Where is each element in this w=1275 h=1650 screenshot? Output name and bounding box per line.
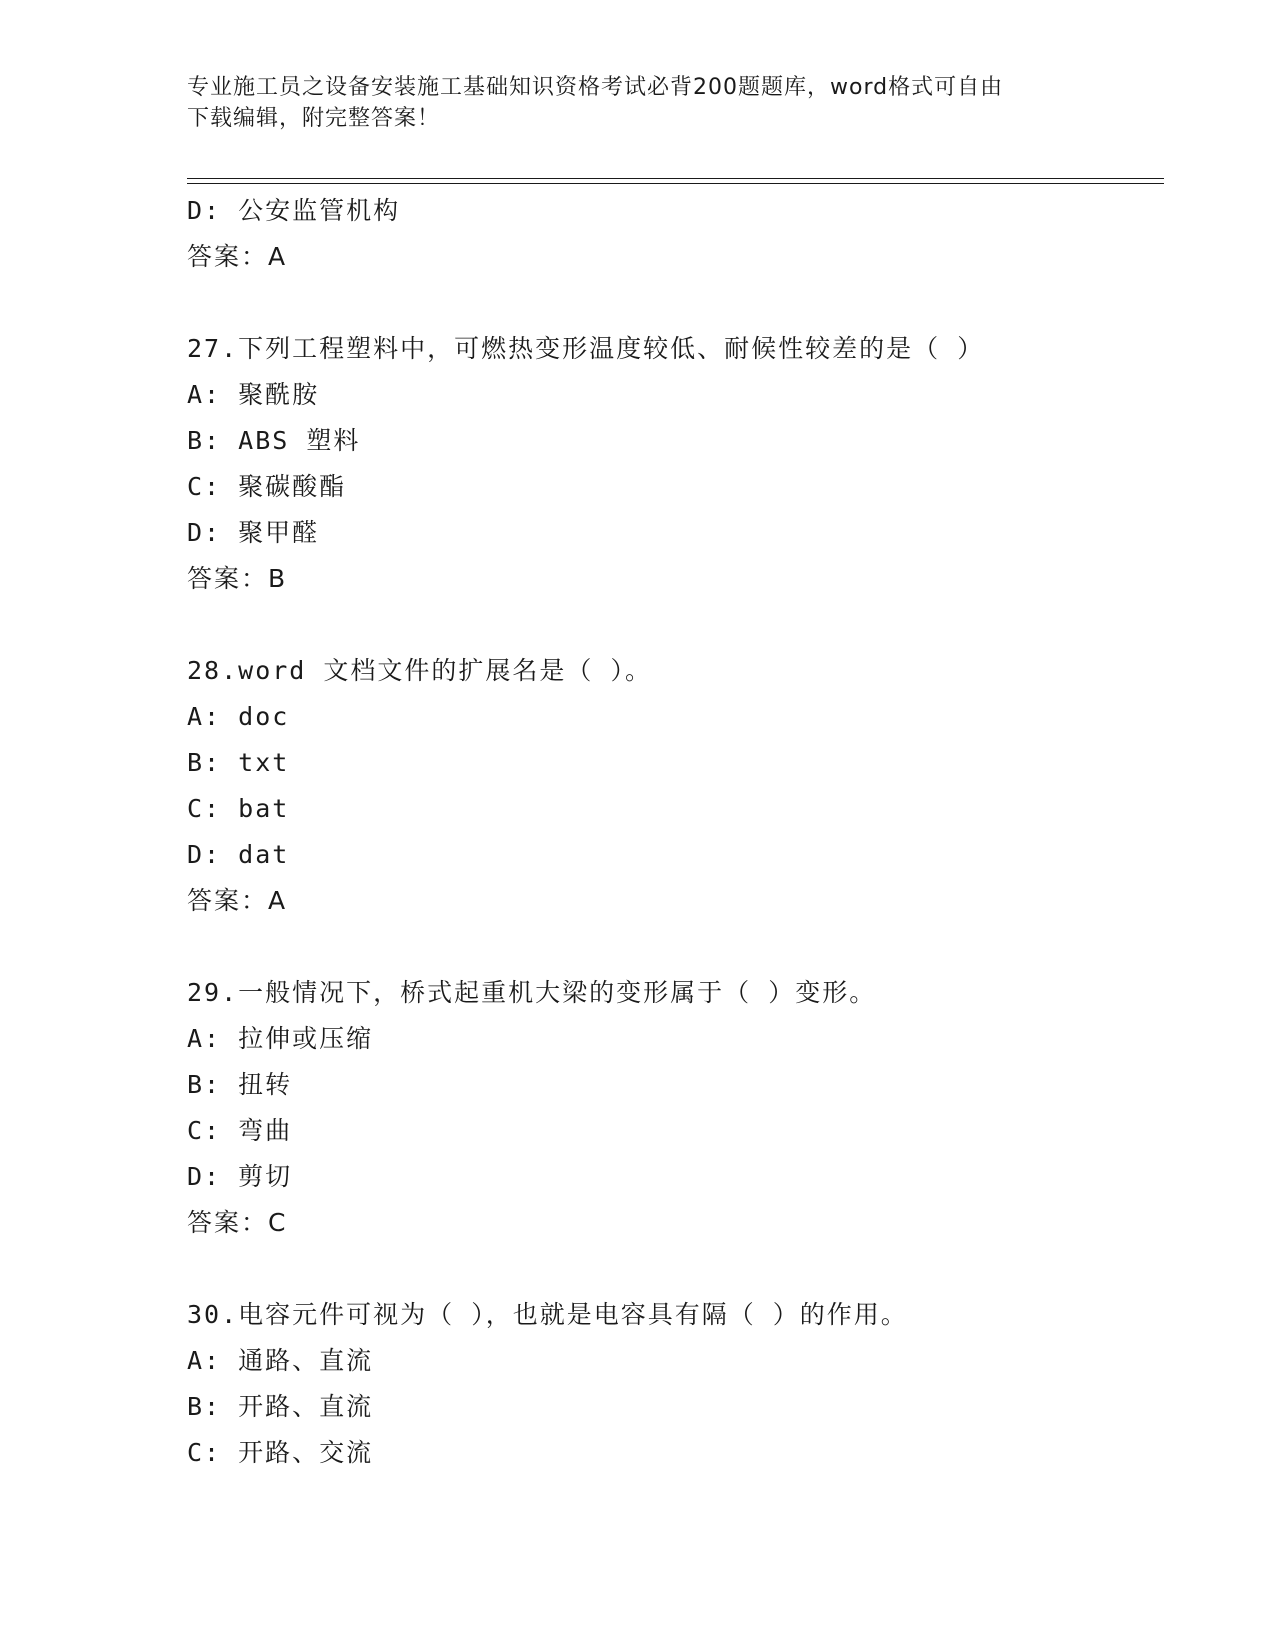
question-block-28	[187, 648, 1167, 924]
option-d: D: 公安监管机构	[187, 196, 401, 225]
header-divider-bottom	[187, 183, 1164, 184]
question-spacer	[187, 1246, 1167, 1292]
option-b: B: 开路、直流	[187, 1392, 374, 1421]
question-text: 30.电容元件可视为（ ），也就是电容具有隔（ ）的作用。	[187, 1300, 908, 1329]
option-b: B: 扭转	[187, 1070, 293, 1099]
document-body	[187, 188, 1167, 1476]
answer-line: 答案：A	[187, 242, 288, 271]
header-line-1: 专业施工员之设备安装施工基础知识资格考试必背200题题库，word格式可自由	[187, 75, 1004, 100]
question-spacer	[187, 924, 1167, 970]
question-spacer	[187, 602, 1167, 648]
question-block-27	[187, 326, 1167, 602]
option-d: D: 聚甲醛	[187, 518, 320, 547]
option-b: B: txt	[187, 748, 290, 777]
document-header	[187, 72, 1067, 134]
option-a: A: 拉伸或压缩	[187, 1024, 374, 1053]
option-c: C: bat	[187, 794, 290, 823]
option-a: A: 聚酰胺	[187, 380, 320, 409]
question-spacer	[187, 280, 1167, 326]
option-b: B: ABS 塑料	[187, 426, 361, 455]
option-a: A: doc	[187, 702, 290, 731]
answer-line: 答案：B	[187, 564, 288, 593]
header-divider-top	[187, 178, 1164, 179]
option-d: D: 剪切	[187, 1162, 293, 1191]
answer-line: 答案：A	[187, 886, 288, 915]
header-line-2: 下载编辑，附完整答案！	[187, 106, 441, 131]
option-c: C: 开路、交流	[187, 1438, 374, 1467]
question-text: 28.word 文档文件的扩展名是（ ）。	[187, 656, 652, 685]
question-text: 29.一般情况下，桥式起重机大梁的变形属于（ ）变形。	[187, 978, 877, 1007]
option-c: C: 弯曲	[187, 1116, 293, 1145]
question-block-29	[187, 970, 1167, 1246]
question-text: 27.下列工程塑料中，可燃热变形温度较低、耐候性较差的是（ ）	[187, 334, 985, 363]
question-block-30	[187, 1292, 1167, 1476]
option-a: A: 通路、直流	[187, 1346, 374, 1375]
answer-line: 答案：C	[187, 1208, 288, 1237]
option-c: C: 聚碳酸酯	[187, 472, 347, 501]
option-d: D: dat	[187, 840, 290, 869]
